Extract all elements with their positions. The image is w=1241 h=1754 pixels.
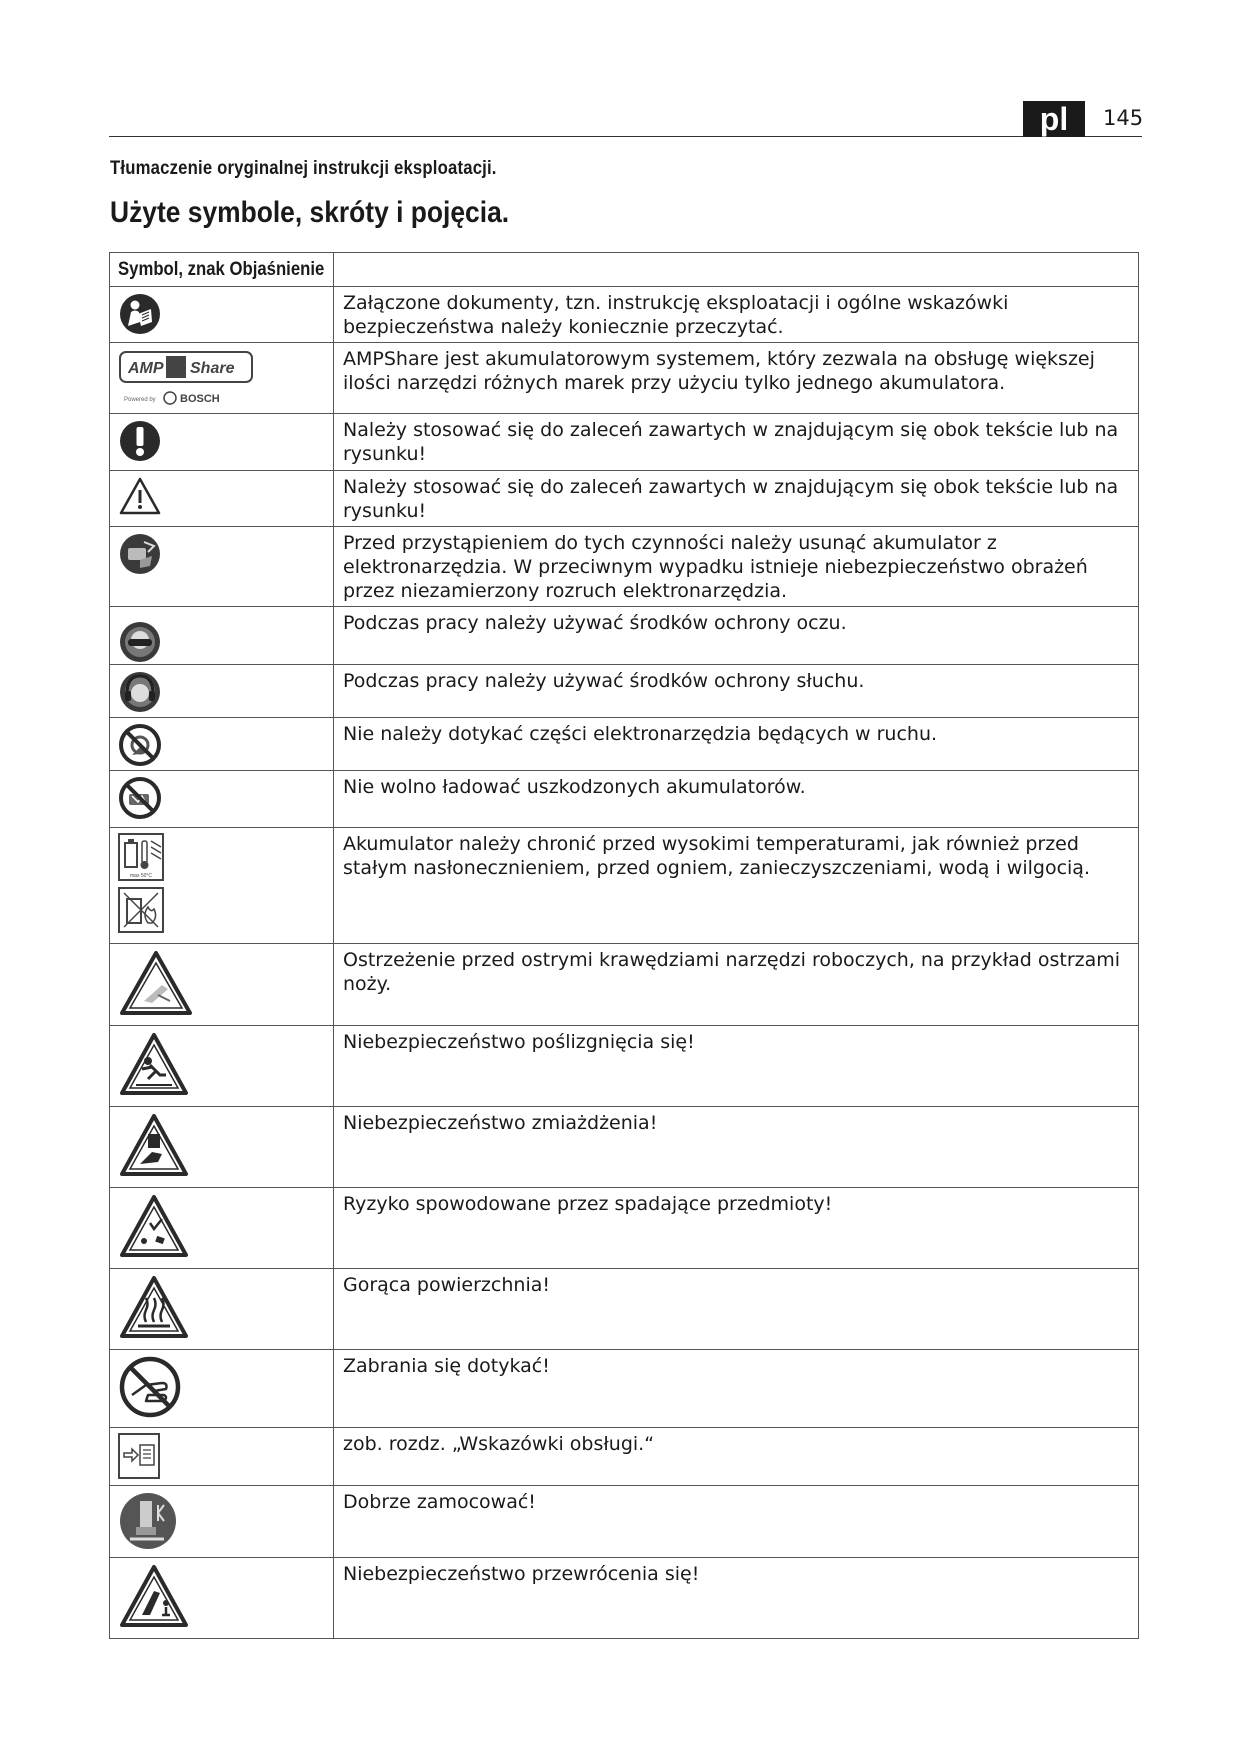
section-title: Użyte symbole, skróty i pojęcia.: [110, 196, 510, 229]
row-text: Nie wolno ładować uszkodzonych akumulatorów.: [334, 771, 1139, 828]
powered-by-text: Powered by: [124, 397, 156, 403]
falling-objects-icon: [118, 1193, 190, 1259]
table-row: [110, 1558, 1139, 1639]
eye-protection-icon: [118, 620, 162, 664]
row-text: Niebezpieczeństwo poślizgnięcia się!: [334, 1026, 1139, 1107]
secure-clamp-icon: [118, 1491, 178, 1551]
mandatory-exclamation-icon: [118, 419, 162, 463]
page-number: 145: [1103, 106, 1144, 130]
row-text: Dobrze zamocować!: [334, 1486, 1139, 1558]
table-row: [110, 1107, 1139, 1188]
table-row: [110, 527, 1139, 607]
row-text: Podczas pracy należy używać środków ochrony słuchu.: [334, 665, 1139, 718]
table-row: [110, 1428, 1139, 1486]
table-row: [110, 828, 1139, 944]
battery-temperature-icon: [118, 833, 164, 881]
table-row: [110, 343, 1139, 414]
document-subtitle: Tłumaczenie oryginalnej instrukcji eksploatacji.: [110, 158, 497, 179]
ampshare-amp-text: AMP: [128, 360, 164, 377]
row-text: Gorąca powierzchnia!: [334, 1269, 1139, 1350]
row-text: Akumulator należy chronić przed wysokimi temperaturami, jak również przed stałym nasłonecznieniem, przed ogniem, zanieczyszczeniami, wodą i wilgocią.: [334, 828, 1139, 944]
table-row: [110, 718, 1139, 771]
header-rule: [109, 136, 1142, 137]
table-row: [110, 1269, 1139, 1350]
battery-protection-icon-stack: [118, 833, 333, 933]
row-text: Podczas pracy należy używać środków ochrony oczu.: [334, 607, 1139, 665]
row-text: Załączone dokumenty, tzn. instrukcję eksploatacji i ogólne wskazówki bezpieczeństwa należy koniecznie przeczytać.: [334, 287, 1139, 343]
battery-fire-water-icon: [118, 887, 164, 933]
sharp-edges-warning-icon: [118, 949, 194, 1017]
table-header: Symbol, znak Objaśnienie: [118, 259, 325, 280]
read-manual-icon: [118, 292, 162, 336]
table-row: [110, 1350, 1139, 1428]
ampshare-logo: [118, 348, 258, 408]
row-text: zob. rozdz. „Wskazówki obsługi.“: [334, 1428, 1139, 1486]
table-row: [110, 665, 1139, 718]
table-row: [110, 1188, 1139, 1269]
table-row: [110, 471, 1139, 527]
row-text: Należy stosować się do zaleceń zawartych w znajdującym się obok tekście lub na rysunku!: [334, 414, 1139, 471]
warning-triangle-icon: [118, 476, 162, 516]
table-row: [110, 1486, 1139, 1558]
row-text: Nie należy dotykać części elektronarzędzia będących w ruchu.: [334, 718, 1139, 771]
row-text: Ostrzeżenie przed ostrymi krawędziami narzędzi roboczych, na przykład ostrzami noży.: [334, 944, 1139, 1026]
table-row: [110, 607, 1139, 665]
table-row: [110, 944, 1139, 1026]
no-charging-damaged-battery-icon: [118, 776, 162, 820]
hearing-protection-icon: [118, 670, 162, 714]
crush-hazard-icon: [118, 1112, 190, 1178]
row-text: Niebezpieczeństwo przewrócenia się!: [334, 1558, 1139, 1639]
row-text: Zabrania się dotykać!: [334, 1350, 1139, 1428]
no-touch-moving-parts-icon: [118, 723, 162, 767]
row-text: Należy stosować się do zaleceń zawartych w znajdującym się obok tekście lub na rysunku!: [334, 471, 1139, 527]
row-text: Ryzyko spowodowane przez spadające przedmioty!: [334, 1188, 1139, 1269]
row-text: Przed przystąpieniem do tych czynności należy usunąć akumulator z elektronarzędzia. W przeciwnym wypadku istnieje niebezpieczeństwo obrażeń przez niezamierzony rozruch elektronarzędzia.: [334, 527, 1139, 607]
table-row: [110, 1026, 1139, 1107]
table-row: [110, 414, 1139, 471]
refer-to-instructions-icon: [118, 1433, 160, 1479]
symbols-table: [109, 252, 1139, 1639]
language-tab: pl: [1023, 101, 1085, 137]
hot-surface-icon: [118, 1274, 190, 1340]
remove-battery-icon: [118, 532, 162, 576]
table-row: [110, 771, 1139, 828]
table-row: [110, 287, 1139, 343]
no-touch-icon: [118, 1355, 182, 1419]
battery-temp-label: max 50°C: [130, 873, 153, 879]
bosch-brand-text: BOSCH: [180, 393, 220, 405]
slip-hazard-icon: [118, 1031, 190, 1097]
ampshare-share-text: Share: [190, 360, 235, 377]
row-text: Niebezpieczeństwo zmiażdżenia!: [334, 1107, 1139, 1188]
tip-over-hazard-icon: [118, 1563, 190, 1629]
row-text: AMPShare jest akumulatorowym systemem, który zezwala na obsługę większej ilości narzędzi różnych marek przy użyciu tylko jednego akumulatora.: [334, 343, 1139, 414]
